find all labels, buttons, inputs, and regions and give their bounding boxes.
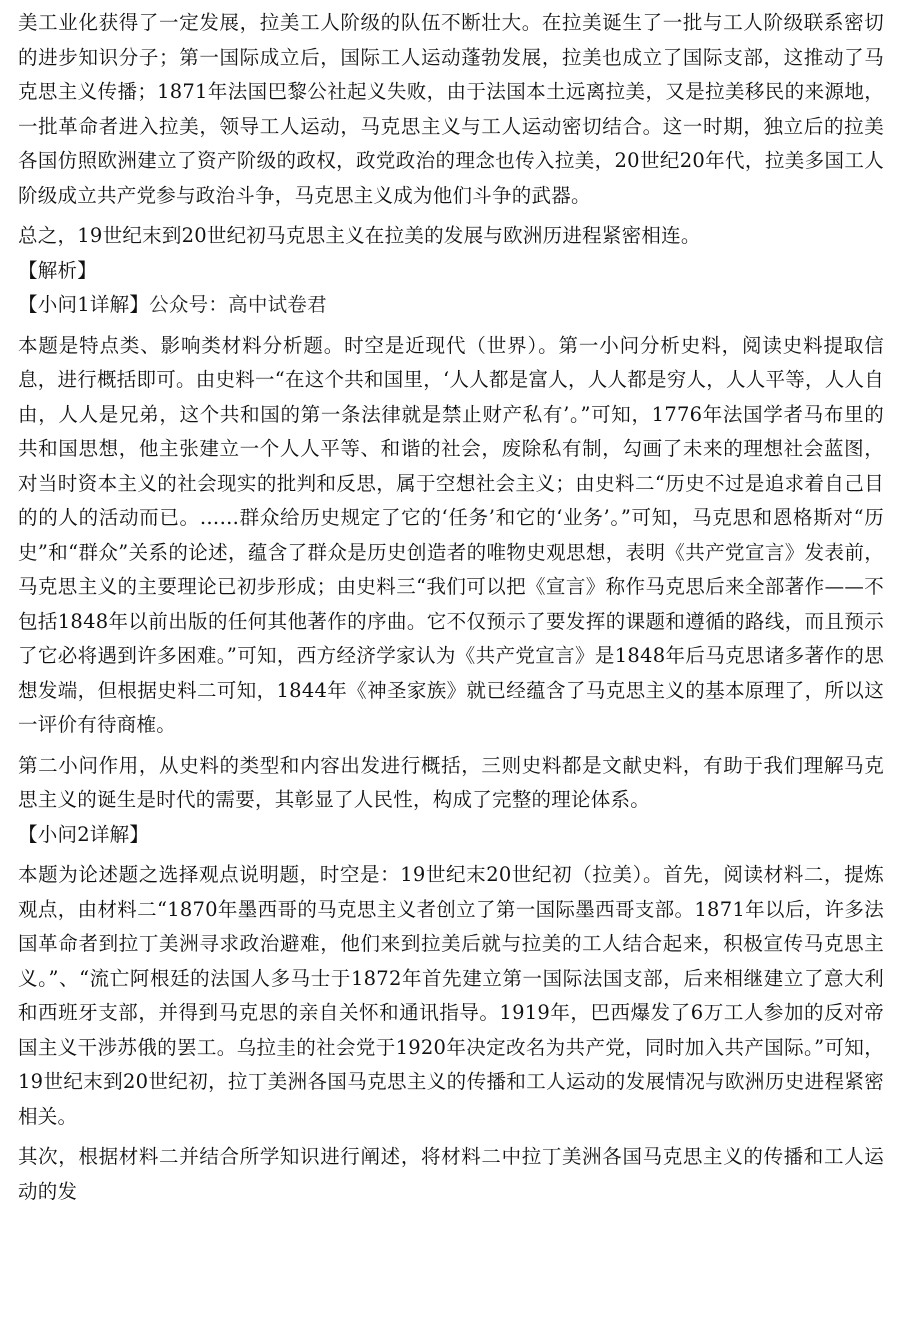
document-page	[18, 6, 884, 1209]
question-1-source-note: 公众号：高中试卷君	[149, 293, 327, 316]
question-2-heading: 【小问2详解】	[18, 822, 150, 846]
analysis-heading: 【解析】	[18, 258, 98, 282]
paragraph-question-1-role: 第二小问作用，从史料的类型和内容出发进行概括，三则史料都是文献史料，有助于我们理解马克思主义的诞生是时代的需要，其彰显了人民性，构成了完整的理论体系。	[18, 753, 884, 811]
question-1-heading	[18, 288, 884, 323]
paragraph-question-2-analysis: 本题为论述题之选择观点说明题，时空是：19世纪末20世纪初（拉美）。首先，阅读材料二，提炼观点，由材料二“1870年墨西哥的马克思主义者创立了第一国际墨西哥支部。1871年以后，许多法国革命者到拉丁美洲寻求政治避难，他们来到拉美后就与拉美的工人结合起来，积极宣传马克思主义。”、“流亡阿根廷的法国人多马士于1872年首先建立第一国际法国支部，后来相继建立了意大利和西班牙支部，并得到马克思的亲自关怀和通讯指导。1919年，巴西爆发了6万工人参加的反对帝国主义干涉苏俄的罢工。乌拉圭的社会党于1920年决定改名为共产党，同时加入共产国际。”可知，19世纪末到20世纪初，拉丁美洲各国马克思主义的传播和工人运动的发展情况与欧洲历史进程紧密相关。	[18, 863, 884, 1128]
paragraph-question-1-analysis: 本题是特点类、影响类材料分析题。时空是近现代（世界）。第一小问分析史料，阅读史料提取信息，进行概括即可。由史料一“在这个共和国里，‘人人都是富人，人人都是穷人，人人平等，人人自由，人人是兄弟，这个共和国的第一条法律就是禁止财产私有’。”可知，1776年法国学者马布里的共和国思想，他主张建立一个人人平等、和谐的社会，废除私有制，勾画了未来的理想社会蓝图，对当时资本主义的社会现实的批判和反思，属于空想社会主义；由史料二“历史不过是追求着自己目的的人的活动而已。……群众给历史规定了它的‘任务’和它的‘业务’。”可知，马克思和恩格斯对“历史”和“群众”关系的论述，蕴含了群众是历史创造者的唯物史观思想，表明《共产党宣言》发表前，马克思主义的主要理论已初步形成；由史料三“我们可以把《宣言》称作马克思后来全部著作——不包括1848年以前出版的任何其他著作的序曲。它不仅预示了要发挥的课题和遵循的路线，而且预示了它必将遇到许多困难。”可知，西方经济学家认为《共产党宣言》是1848年后马克思诸多著作的思想发端，但根据史料二可知，1844年《神圣家族》就已经蕴含了马克思主义的基本原理了，所以这一评价有待商榷。	[18, 333, 884, 736]
paragraph-summary: 总之，19世纪末到20世纪初马克思主义在拉美的发展与欧洲历进程紧密相连。	[18, 224, 701, 247]
question-1-label: 【小问1详解】	[18, 293, 150, 316]
paragraph-question-2-next: 其次，根据材料二并结合所学知识进行阐述，将材料二中拉丁美洲各国马克思主义的传播和工人运动的发	[18, 1145, 884, 1203]
paragraph-latin-america-context: 美工业化获得了一定发展，拉美工人阶级的队伍不断壮大。在拉美诞生了一批与工人阶级联系密切的进步知识分子；第一国际成立后，国际工人运动蓬勃发展，拉美也成立了国际支部，这推动了马克思主义传播；1871年法国巴黎公社起义失败，由于法国本土远离拉美，又是拉美移民的来源地，一批革命者进入拉美，领导工人运动，马克思主义与工人运动密切结合。这一时期，独立后的拉美各国仿照欧洲建立了资产阶级的政权，政党政治的理念也传入拉美，20世纪20年代，拉美多国工人阶级成立共产党参与政治斗争，马克思主义成为他们斗争的武器。	[18, 11, 884, 207]
